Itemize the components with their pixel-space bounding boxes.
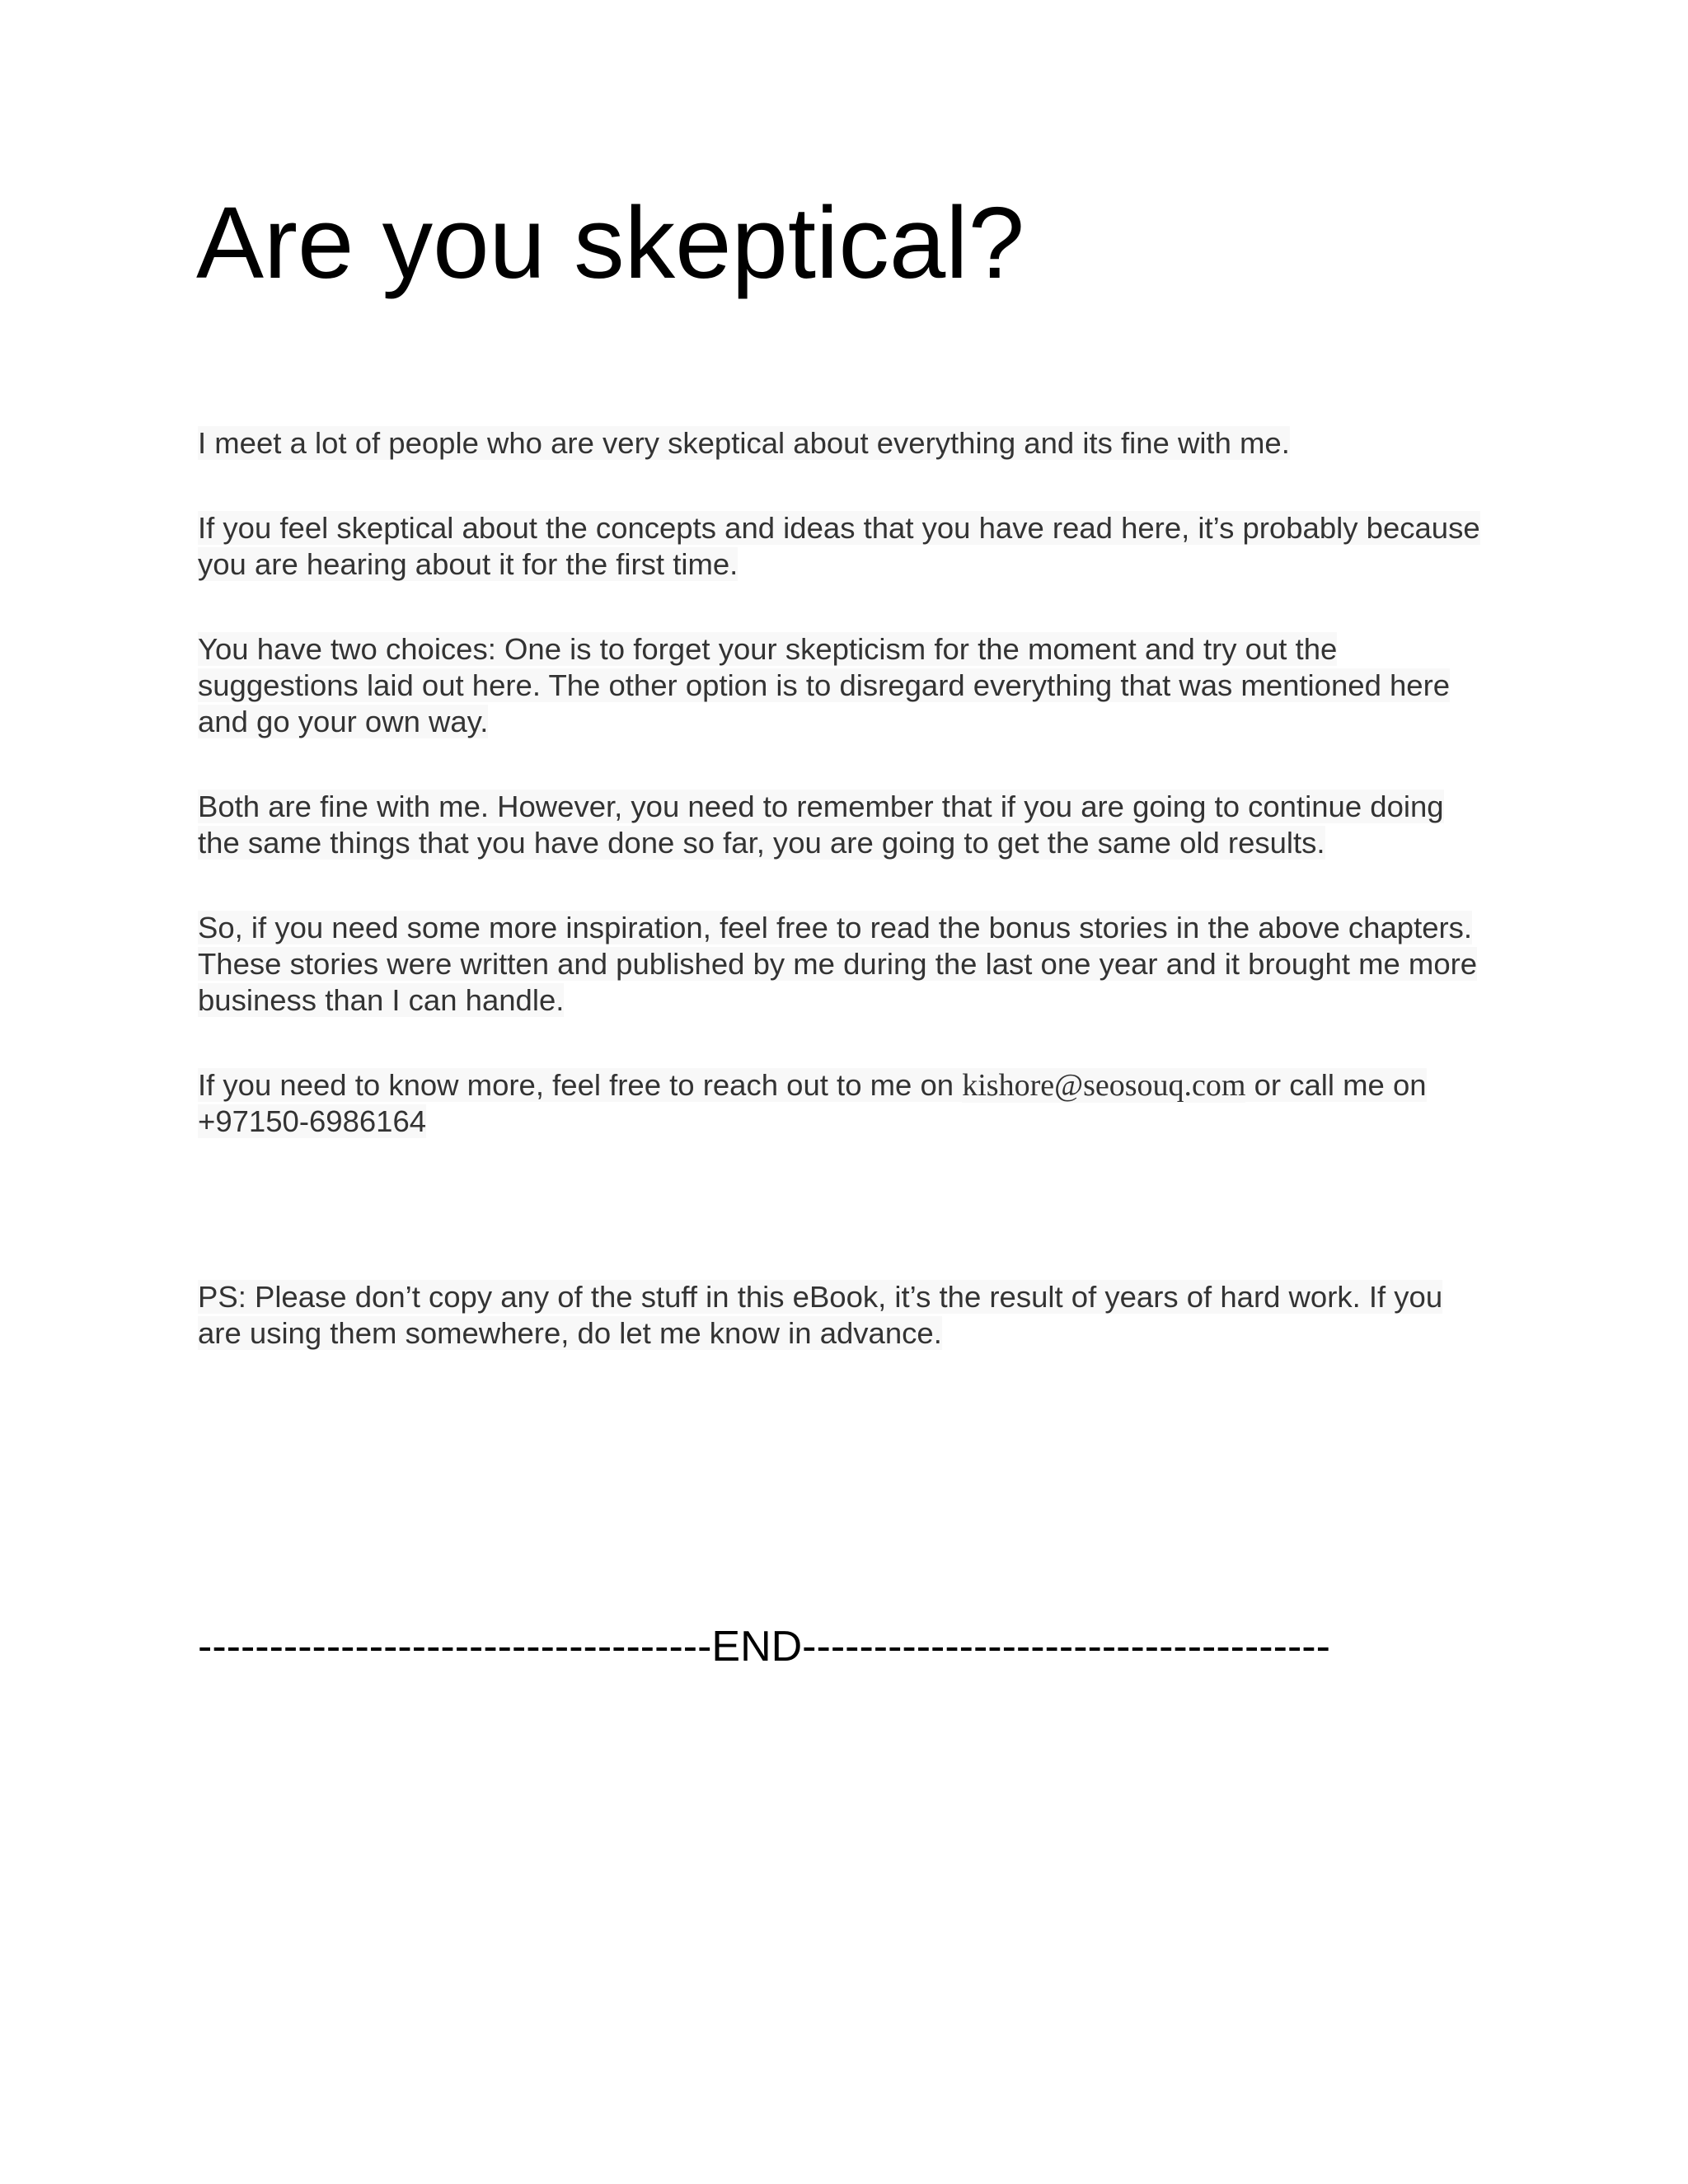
contact-phone: +97150-6986164 xyxy=(198,1104,427,1138)
paragraph-skeptical-concepts xyxy=(198,510,1484,583)
paragraph-intro-text: I meet a lot of people who are very skeptical about everything and its fine with me. xyxy=(198,426,1290,460)
contact-prefix-text: If you need to know more, feel free to reach out to me on xyxy=(198,1068,963,1102)
contact-email: kishore@seosouq.com xyxy=(962,1068,1246,1103)
paragraph-skeptical-concepts-text: If you feel skeptical about the concepts and ideas that you have read here, it’s probably because you are hearing about it for the first time. xyxy=(198,511,1480,581)
contact-middle-text: or call me on xyxy=(1245,1068,1427,1102)
paragraph-same-results-text: Both are fine with me. However, you need to remember that if you are going to continue doing the same things that you have done so far, you are going to get the same old results. xyxy=(198,790,1444,860)
paragraph-same-results xyxy=(198,789,1484,861)
paragraph-two-choices xyxy=(198,631,1484,740)
end-marker: ------------------------------------END------------------------------------- xyxy=(198,1623,1330,1671)
paragraph-ps-note-text: PS: Please don’t copy any of the stuff in this eBook, it’s the result of years of hard work. If you are using them somewhere, do let me know in advance. xyxy=(198,1280,1443,1350)
page-title: Are you skeptical? xyxy=(196,187,1025,300)
paragraph-inspiration xyxy=(198,910,1484,1019)
paragraph-contact xyxy=(198,1067,1484,1140)
paragraph-intro xyxy=(198,425,1484,462)
paragraph-inspiration-text: So, if you need some more inspiration, feel free to read the bonus stories in the above chapters. These stories were written and published by me during the last one year and it brought me more business than I can handle. xyxy=(198,911,1478,1017)
paragraph-ps-note xyxy=(198,1279,1484,1352)
paragraph-two-choices-text: You have two choices: One is to forget your skepticism for the moment and try out the suggestions laid out here. The other option is to disregard everything that was mentioned here and go your own way. xyxy=(198,632,1451,738)
